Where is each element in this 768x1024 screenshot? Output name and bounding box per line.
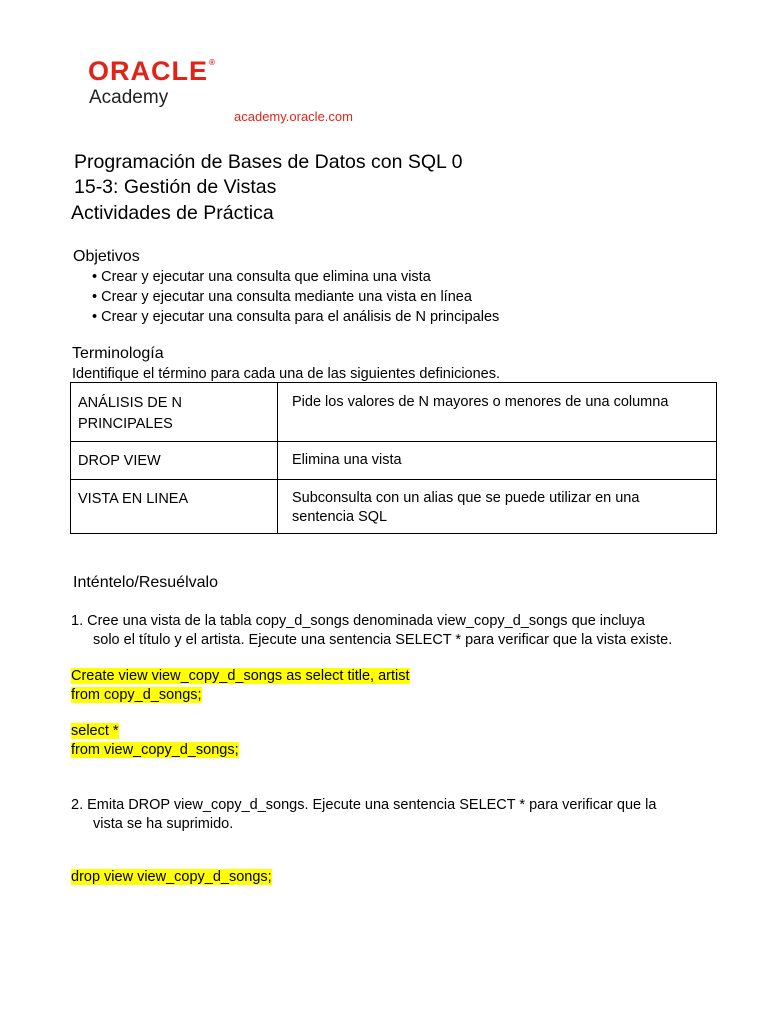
table-row xyxy=(71,442,717,480)
question-2 xyxy=(71,796,691,833)
objective-item: • Crear y ejecutar una consulta para el análisis de N principales xyxy=(92,309,500,325)
code-line: drop view view_copy_d_songs; xyxy=(71,869,272,885)
term-cell: ANÁLISIS DE N PRINCIPALES xyxy=(71,383,278,442)
terminology-heading: Terminología xyxy=(72,345,164,362)
table-row xyxy=(71,383,717,442)
try-solve-heading: Inténtelo/Resuélvalo xyxy=(73,574,218,591)
objective-item: • Crear y ejecutar una consulta mediante una vista en línea xyxy=(92,289,472,305)
definition-cell: Pide los valores de N mayores o menores de una columna xyxy=(278,383,717,442)
code-line: Create view view_copy_d_songs as select title, artist xyxy=(71,668,410,684)
definition-cell: Elimina una vista xyxy=(278,442,717,480)
academy-logo-text: Academy xyxy=(89,87,169,108)
code-line: select * xyxy=(71,723,119,739)
code-line: from copy_d_songs; xyxy=(71,686,202,703)
course-title: Programación de Bases de Datos con SQL 0 xyxy=(74,151,463,173)
activity-title: Actividades de Práctica xyxy=(71,202,274,224)
lesson-title: 15-3: Gestión de Vistas xyxy=(74,176,277,198)
question-1 xyxy=(71,612,691,649)
terminology-intro: Identifique el término para cada una de las siguientes definiciones. xyxy=(72,366,501,382)
answer-2-drop-view xyxy=(71,868,272,887)
question-1-first-line: 1. Cree una vista de la tabla copy_d_songs denominada view_copy_d_songs que incluya xyxy=(71,613,645,629)
registered-mark: ® xyxy=(209,58,216,67)
question-2-first-line: 2. Emita DROP view_copy_d_songs. Ejecute una sentencia SELECT * para verificar que la xyxy=(71,797,657,813)
answer-1-create-view xyxy=(71,667,410,704)
term-cell: DROP VIEW xyxy=(71,442,278,480)
answer-1-select xyxy=(71,722,239,759)
question-1-rest: solo el título y el artista. Ejecute una sentencia SELECT * para verificar que la vista existe. xyxy=(93,631,673,648)
terminology-table xyxy=(70,382,717,534)
objective-item: • Crear y ejecutar una consulta que elimina una vista xyxy=(92,269,431,285)
academy-site-link[interactable]: academy.oracle.com xyxy=(234,109,353,124)
table-row xyxy=(71,480,717,534)
term-cell: VISTA EN LINEA xyxy=(71,480,278,534)
code-line: from view_copy_d_songs; xyxy=(71,741,239,758)
definition-cell: Subconsulta con un alias que se puede utilizar en una sentencia SQL xyxy=(278,480,717,534)
objectives-heading: Objetivos xyxy=(73,248,140,265)
oracle-logo xyxy=(88,58,216,85)
question-2-rest: vista se ha suprimido. xyxy=(93,815,234,832)
oracle-logo-text: ORACLE xyxy=(88,56,208,86)
